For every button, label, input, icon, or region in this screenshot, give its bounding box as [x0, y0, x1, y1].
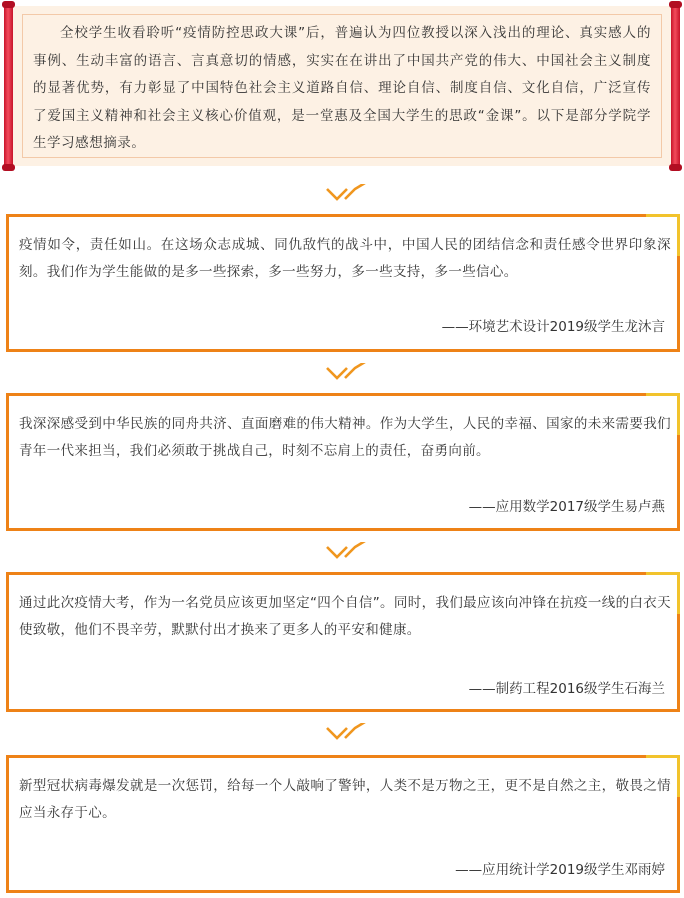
quote-text: 新型冠状病毒爆发就是一次惩罚，给每一个人敲响了警钟，人类不是万物之王，更不是自然之主，敬畏之情应当永存于心。: [19, 778, 671, 821]
card-corner-accent: [677, 214, 680, 256]
quote-author: ——应用数学2017级学生易卢燕: [468, 499, 665, 515]
scroll-rod-cap: [669, 1, 682, 8]
double-chevron-down-icon: [324, 542, 368, 564]
scroll-rod-cap: [669, 164, 682, 171]
card-corner-accent: [646, 214, 680, 217]
quote-card: [6, 214, 680, 352]
card-corner-accent: [646, 393, 680, 396]
quote-card: [6, 572, 680, 712]
double-chevron-down-icon: [324, 723, 368, 745]
scroll-rod-right: [671, 4, 680, 168]
quote-text: 疫情如令，责任如山。在这场众志成城、同仇敌忾的战斗中，中国人民的团结信念和责任感令世界印象深刻。我们作为学生能做的是多一些探索，多一些努力，多一些支持，多一些信心。: [19, 237, 671, 280]
card-corner-accent: [646, 572, 680, 575]
card-corner-accent: [677, 572, 680, 614]
double-chevron-down-icon: [324, 363, 368, 385]
intro-paragraph: 全校学生收看聆听“疫情防控思政大课”后，普遍认为四位教授以深入浅出的理论、真实感人的事例、生动丰富的语言、言真意切的情感，实实在在讲出了中国共产党的伟大、中国社会主义制度的显著优势，有力彰显了中国特色社会主义道路自信、理论自信、制度自信、文化自信，广泛宣传了爱国主义精神和社会主义核心价值观，是一堂惠及全国大学生的思政“金课”。以下是部分学院学生学习感想摘录。: [33, 25, 651, 151]
intro-scroll-panel: [10, 6, 674, 166]
scroll-rod-cap: [2, 1, 15, 8]
scroll-rod-left: [4, 4, 13, 168]
scroll-rod-cap: [2, 164, 15, 171]
card-corner-accent: [677, 755, 680, 797]
double-chevron-down-icon: [324, 184, 368, 206]
quote-author: ——应用统计学2019级学生邓雨婷: [455, 862, 665, 878]
quote-card: [6, 755, 680, 893]
quote-text: 我深深感受到中华民族的同舟共济、直面磨难的伟大精神。作为大学生，人民的幸福、国家的未来需要我们青年一代来担当，我们必须敢于挑战自己，时刻不忘肩上的责任，奋勇向前。: [19, 416, 671, 459]
card-corner-accent: [646, 755, 680, 758]
quote-author: ——制药工程2016级学生石海兰: [468, 681, 665, 697]
quote-card: [6, 393, 680, 531]
card-corner-accent: [677, 393, 680, 435]
quote-author: ——环境艺术设计2019级学生龙沐言: [441, 319, 665, 335]
quote-text: 通过此次疫情大考，作为一名党员应该更加坚定“四个自信”。同时，我们最应该向冲锋在抗疫一线的白衣天使致敬，他们不畏辛劳，默默付出才换来了更多人的平安和健康。: [19, 595, 671, 638]
